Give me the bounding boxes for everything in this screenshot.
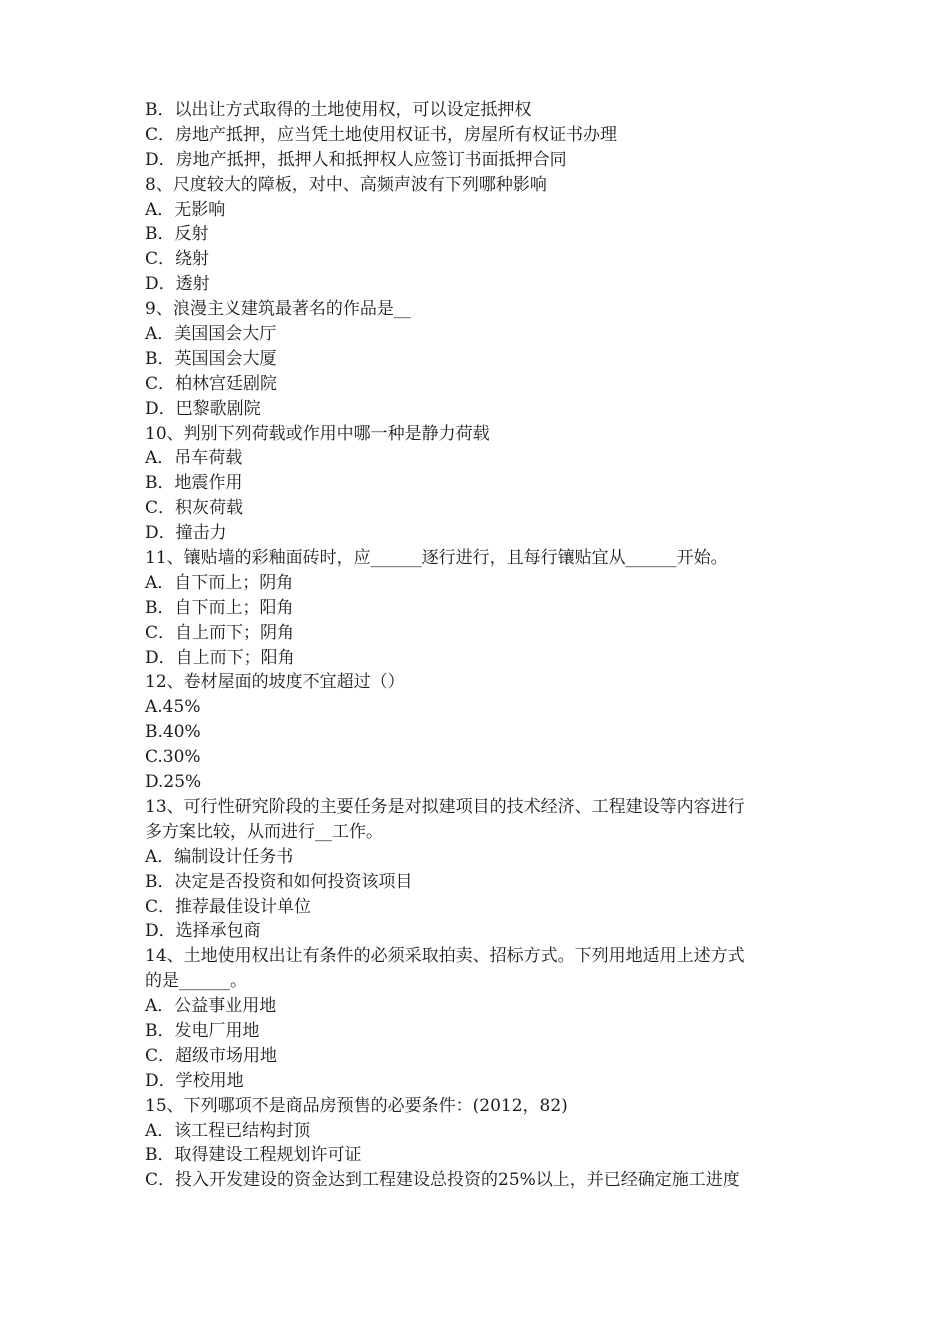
option-line: B．决定是否投资和如何投资该项目 [145, 871, 413, 892]
document-body [145, 98, 813, 1193]
option-line: B．反射 [145, 224, 209, 245]
option-line: A．无影响 [145, 199, 226, 220]
option-line: C．投入开发建设的资金达到工程建设总投资的25%以上，并已经确定施工进度 [145, 1170, 740, 1191]
question-10: 10、判别下列荷载或作用中哪一种是静力荷载 [145, 423, 490, 444]
option-line: C．自上而下；阴角 [145, 622, 295, 643]
option-line: C．房地产抵押，应当凭土地使用权证书，房屋所有权证书办理 [145, 124, 618, 145]
option-line: A.45% [145, 697, 201, 718]
question-12: 12、卷材屋面的坡度不宜超过（） [145, 672, 405, 693]
option-line: A．美国国会大厅 [145, 324, 277, 345]
option-line: D．自上而下；阳角 [145, 647, 295, 668]
option-line: B．发电厂用地 [145, 1020, 260, 1041]
option-line: C．积灰荷载 [145, 498, 244, 519]
option-line: D．巴黎歌剧院 [145, 398, 261, 419]
option-line: A．该工程已结构封顶 [145, 1120, 311, 1141]
option-line: B．英国国会大厦 [145, 348, 277, 369]
option-line: D．透射 [145, 274, 210, 295]
option-line: A．公益事业用地 [145, 996, 277, 1017]
question-15: 15、下列哪项不是商品房预售的必要条件：(2012，82) [145, 1095, 568, 1116]
question-14: 14、土地使用权出让有条件的必须采取拍卖、招标方式。下列用地适用上述方式 [145, 946, 745, 967]
option-line: B．地震作用 [145, 473, 243, 494]
option-line: D．学校用地 [145, 1070, 244, 1091]
option-line: A．自下而上；阴角 [145, 572, 294, 593]
question-13: 13、可行性研究阶段的主要任务是对拟建项目的技术经济、工程建设等内容进行 [145, 796, 745, 817]
question-13-continued: 多方案比较，从而进行__工作。 [145, 821, 383, 842]
question-9: 9、浪漫主义建筑最著名的作品是__ [145, 299, 411, 320]
option-line: A．编制设计任务书 [145, 846, 294, 867]
option-line: D.25% [145, 772, 202, 793]
option-line: B．取得建设工程规划许可证 [145, 1145, 362, 1166]
option-line: D．房地产抵押，抵押人和抵押权人应签订书面抵押合同 [145, 149, 567, 170]
option-line: B．自下而上；阳角 [145, 597, 294, 618]
option-line: C．绕射 [145, 249, 210, 270]
option-line: D．撞击力 [145, 523, 227, 544]
question-14-continued: 的是______。 [145, 971, 247, 992]
option-line: B.40% [145, 722, 201, 743]
option-line: B．以出让方式取得的土地使用权，可以设定抵押权 [145, 100, 532, 120]
option-line: C．超级市场用地 [145, 1045, 278, 1066]
question-8: 8、尺度较大的障板，对中、高频声波有下列哪种影响 [145, 174, 547, 195]
option-line: C．柏林宫廷剧院 [145, 373, 278, 394]
question-11: 11、镶贴墙的彩釉面砖时，应______逐行进行，且每行镶贴宜从______开始。 [145, 548, 728, 569]
option-line: C．推荐最佳设计单位 [145, 896, 312, 917]
option-line: A．吊车荷载 [145, 448, 243, 469]
option-line: D．选择承包商 [145, 921, 261, 942]
option-line: C.30% [145, 747, 201, 768]
